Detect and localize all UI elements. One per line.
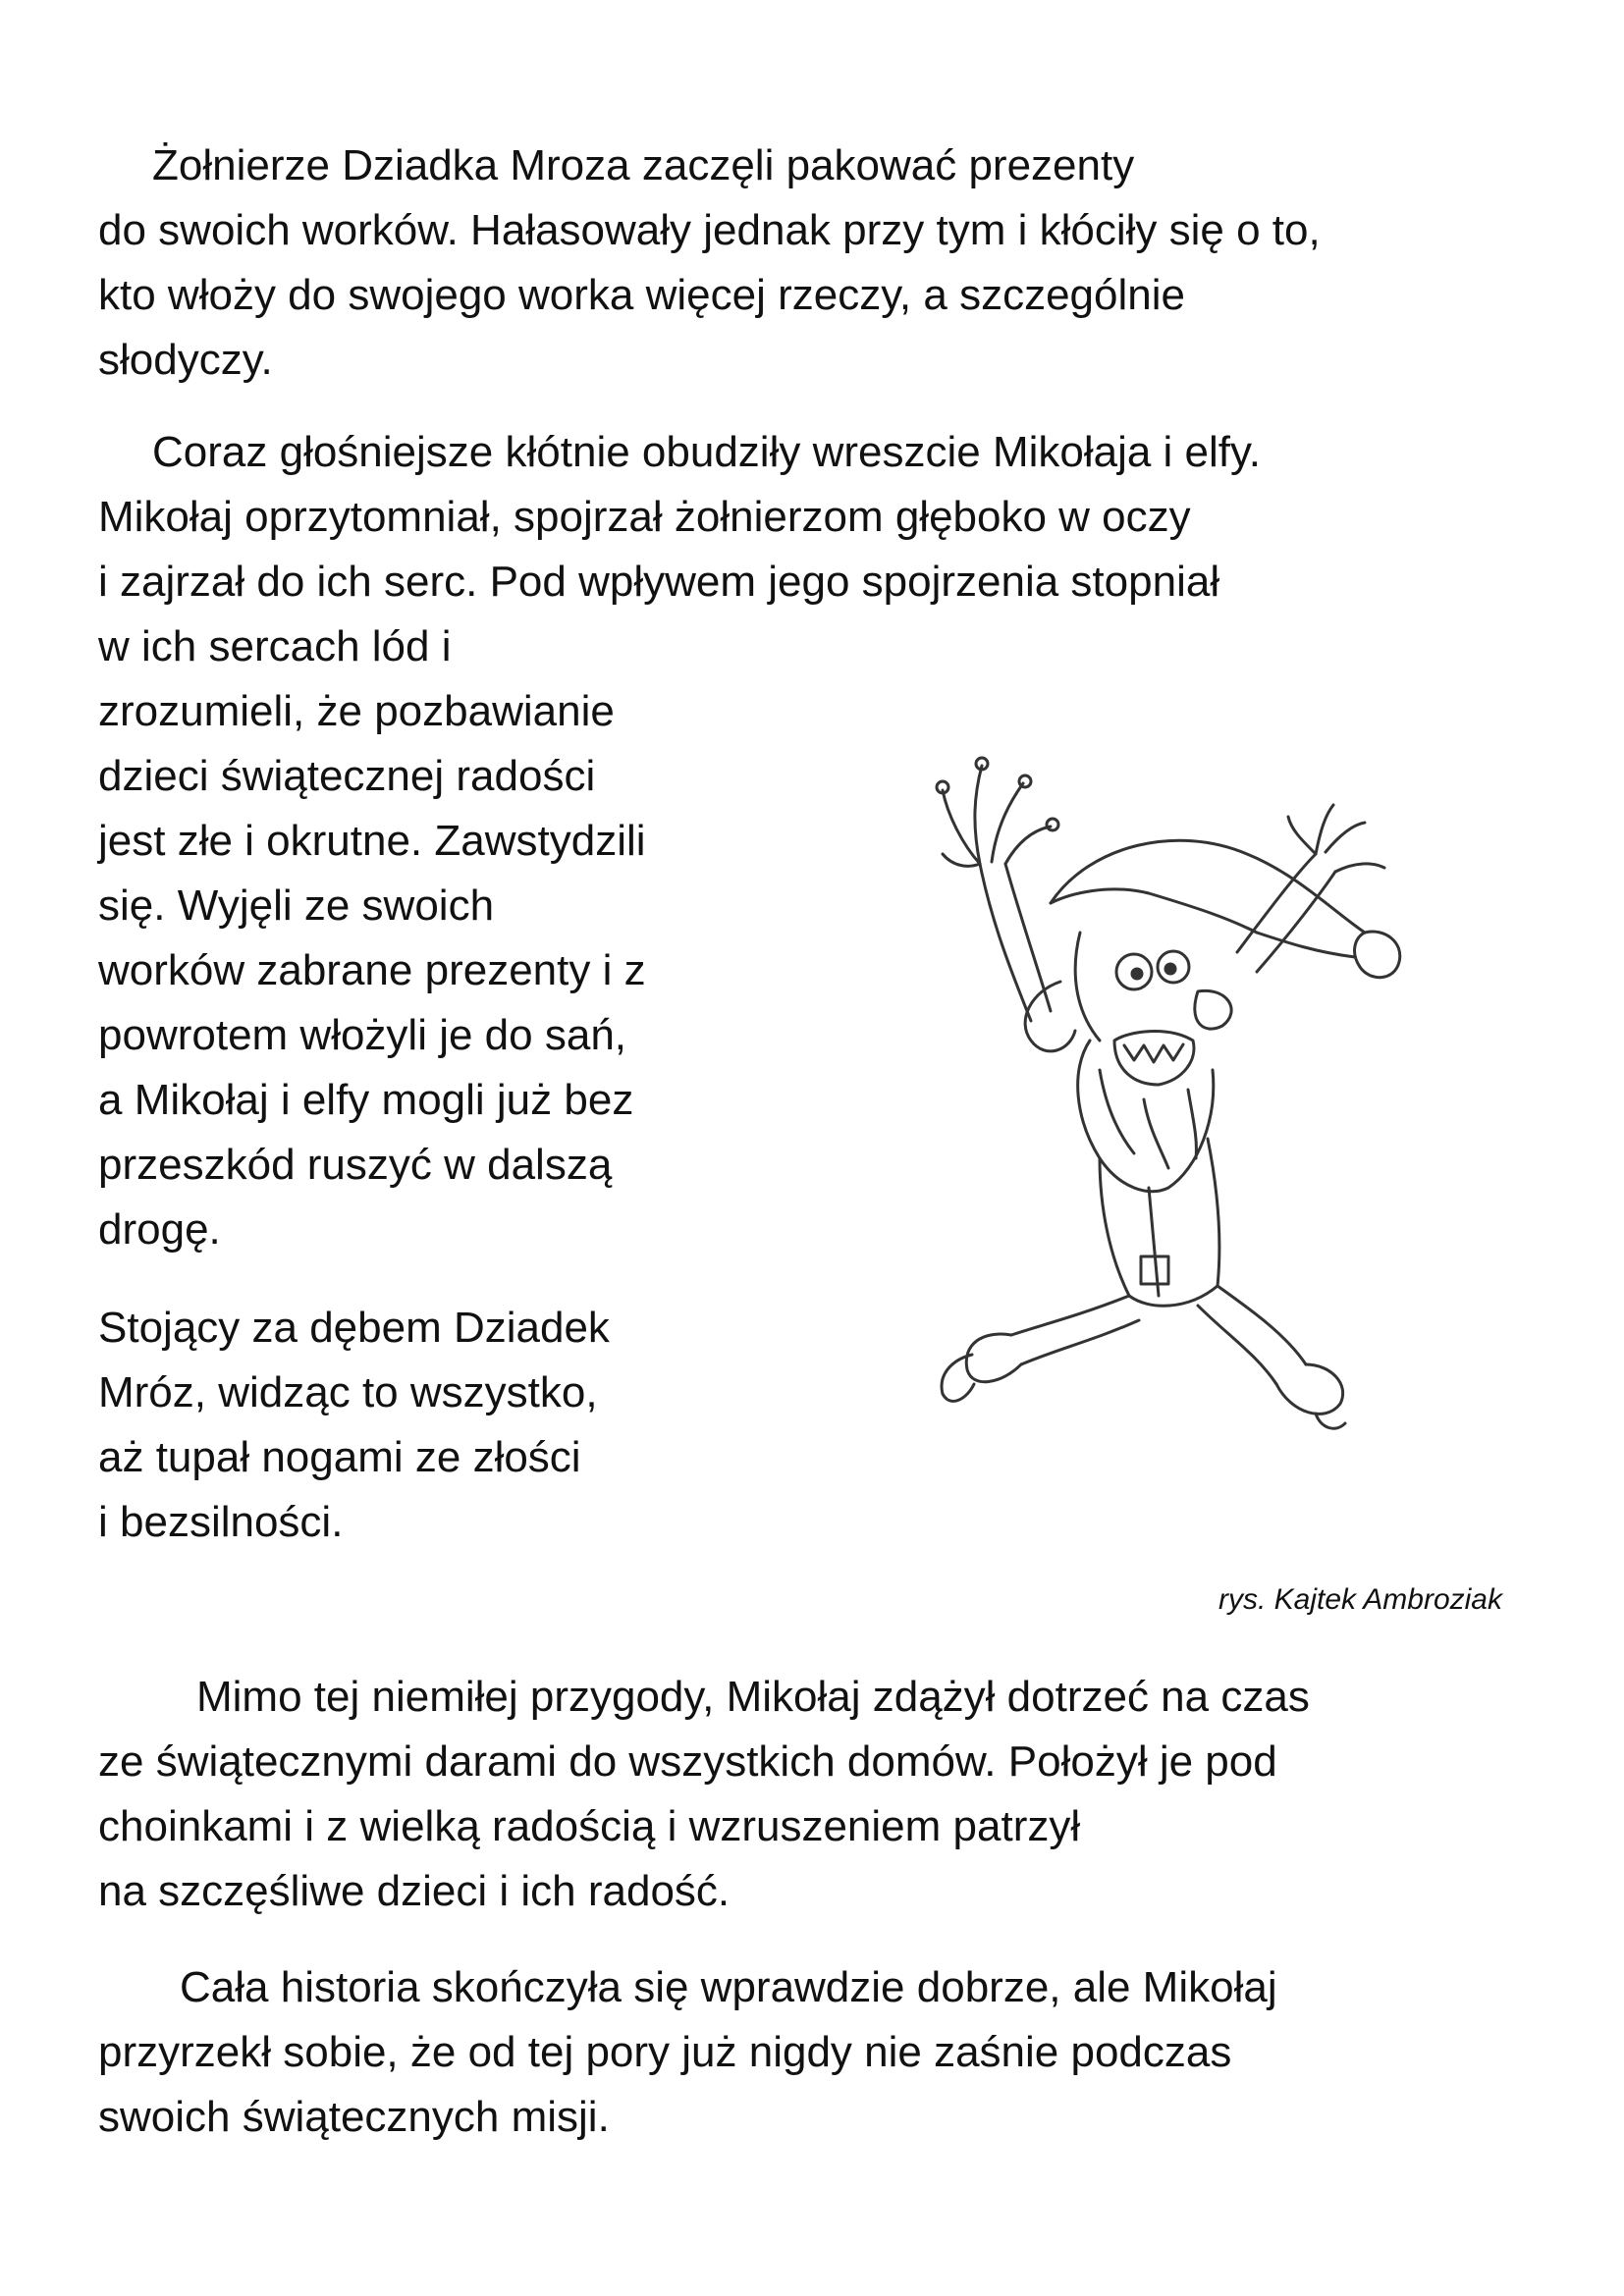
text-line: aż tupał nogami ze złości xyxy=(98,1433,581,1481)
text-line: jest złe i okrutne. Zawstydzili xyxy=(98,817,646,865)
text-line: i bezsilności. xyxy=(98,1498,344,1546)
text-line: się. Wyjęli ze swoich xyxy=(98,881,495,930)
text-line: Żołnierze Dziadka Mroza zaczęli pakować prezenty xyxy=(152,141,1135,189)
text-line: przeszkód ruszyć w dalszą xyxy=(98,1141,613,1189)
text-line: dzieci świątecznej radości xyxy=(98,752,596,800)
text-line: powrotem włożyli je do sań, xyxy=(98,1011,627,1059)
text-line: przyrzekł sobie, że od tej pory już nigdy nie zaśnie podczas xyxy=(98,2028,1232,2076)
text-line: do swoich worków. Hałasowały jednak przy tym i kłóciły się o to, xyxy=(98,206,1321,254)
text-line: worków zabrane prezenty i z xyxy=(98,946,646,994)
text-line: kto włoży do swojego worka więcej rzeczy, a szczególnie xyxy=(98,271,1185,319)
text-line: Coraz głośniejsze kłótnie obudziły wreszcie Mikołaja i elfy. xyxy=(152,428,1261,476)
text-line: Mikołaj oprzytomniał, spojrzał żołnierzom głęboko w oczy xyxy=(98,493,1191,541)
text-line: Mimo tej niemiłej przygody, Mikołaj zdążył dotrzeć na czas xyxy=(196,1673,1310,1721)
running-santa-drawing xyxy=(903,746,1453,1433)
text-line: choinkami i z wielką radością i wzruszeniem patrzył xyxy=(98,1802,1081,1850)
text-line: Stojący za dębem Dziadek xyxy=(98,1304,610,1352)
text-line: drogę. xyxy=(98,1205,221,1254)
text-line: Cała historia skończyła się wprawdzie dobrze, ale Mikołaj xyxy=(180,1963,1277,2011)
text-line: na szczęśliwe dzieci i ich radość. xyxy=(98,1867,731,1915)
text-line: Mróz, widząc to wszystko, xyxy=(98,1368,598,1416)
text-line: słodyczy. xyxy=(98,336,273,384)
illustration-caption: rys. Kajtek Ambroziak xyxy=(1218,1583,1502,1616)
text-line: swoich świątecznych misji. xyxy=(98,2093,610,2141)
text-line: ze świątecznymi darami do wszystkich domów. Położył je pod xyxy=(98,1737,1277,1786)
text-line: zrozumieli, że pozbawianie xyxy=(98,687,615,735)
text-line: i zajrzał do ich serc. Pod wpływem jego spojrzenia stopniał xyxy=(98,558,1220,606)
text-line: w ich sercach lód i xyxy=(98,622,452,670)
text-line: a Mikołaj i elfy mogli już bez xyxy=(98,1076,634,1124)
